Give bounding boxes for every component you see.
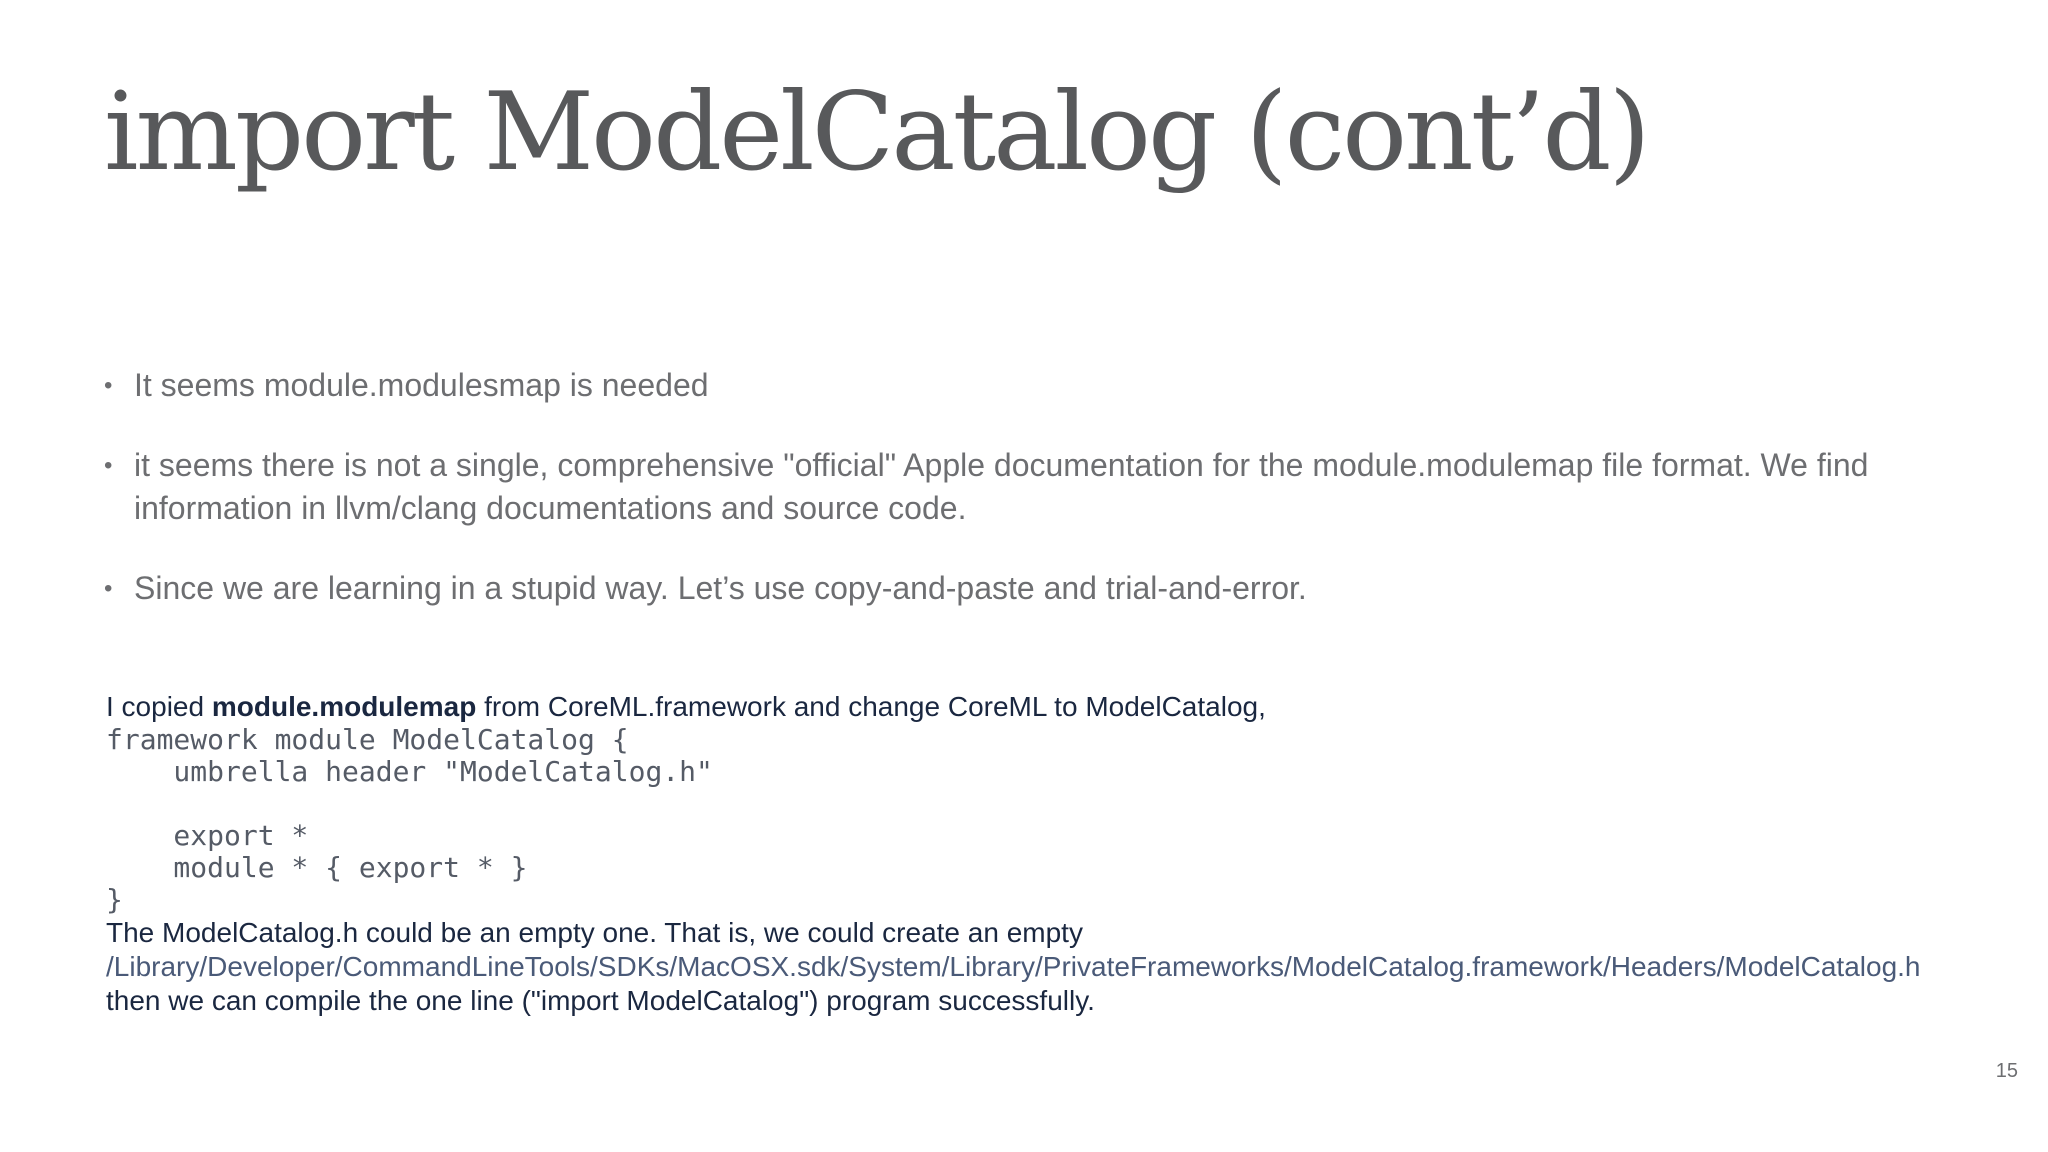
code-line — [106, 788, 2006, 820]
bullet-dot-icon: • — [104, 452, 113, 479]
note-intro — [106, 690, 2006, 724]
bullet-text: it seems there is not a single, comprehensive "official" Apple documentation for the module.modulemap file format. We find information in llvm/clang documentations and source code. — [134, 447, 1869, 526]
bullet-dot-icon: • — [104, 372, 113, 399]
bullet-item — [104, 567, 1984, 610]
bullet-text: It seems module.modulesmap is needed — [134, 367, 709, 403]
header-path: /Library/Developer/CommandLineTools/SDKs/MacOSX.sdk/System/Library/PrivateFrameworks/ModelCatalog.framework/Headers/ModelCatalog.h — [106, 951, 1921, 982]
bullet-item — [104, 444, 1984, 530]
code-block — [106, 724, 2006, 916]
code-line: module * { export * } — [106, 851, 528, 884]
note-intro-suffix: from CoreML.framework and change CoreML to ModelCatalog, — [476, 691, 1266, 722]
note-after-code: The ModelCatalog.h could be an empty one. That is, we could create an empty — [106, 917, 1083, 948]
note-closing: then we can compile the one line ("import ModelCatalog") program successfully. — [106, 985, 1095, 1016]
bullet-dot-icon: • — [104, 575, 113, 602]
note-intro-prefix: I copied — [106, 691, 212, 722]
code-line: } — [106, 883, 123, 916]
code-line: umbrella header "ModelCatalog.h" — [106, 755, 713, 788]
code-line: export * — [106, 819, 309, 852]
page-number: 15 — [1995, 1060, 2018, 1082]
slide-title: import ModelCatalog (cont’d) — [104, 70, 1648, 195]
note-intro-bold: module.modulemap — [211, 691, 477, 722]
bullet-text: Since we are learning in a stupid way. Let’s use copy-and-paste and trial-and-error. — [134, 570, 1307, 606]
bullet-list — [104, 364, 1984, 647]
code-line: framework module ModelCatalog { — [106, 723, 629, 756]
bullet-item — [104, 364, 1984, 407]
note-block — [106, 690, 2006, 1018]
